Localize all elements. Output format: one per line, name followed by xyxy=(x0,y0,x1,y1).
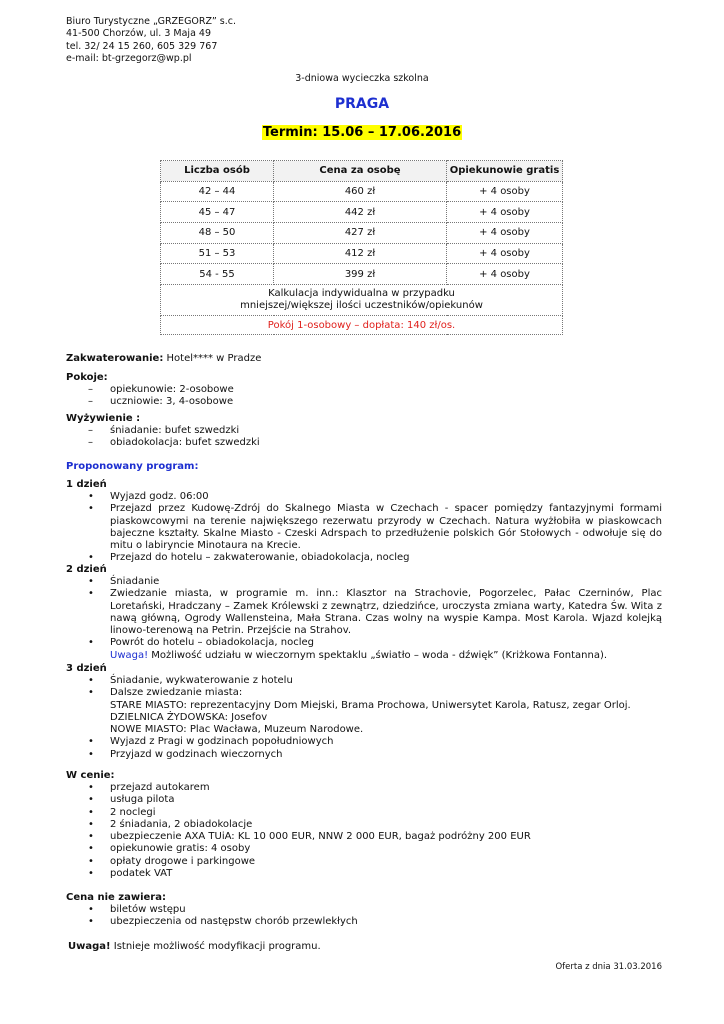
cell-people: 51 – 53 xyxy=(161,243,274,264)
table-row xyxy=(161,223,563,244)
list-item: • Śniadanie xyxy=(88,576,160,587)
list-item: • 2 śniadania, 2 obiadokolacje xyxy=(88,818,253,830)
col-header-guardians: Opiekunowie gratis xyxy=(447,161,563,182)
col-header-price: Cena za osobę xyxy=(274,161,447,182)
cell-people: 54 - 55 xyxy=(161,264,274,285)
list-item: • ubezpieczenie AXA TUiA: KL 10 000 EUR, NNW 2 000 EUR, bagaż podróżny 200 EUR xyxy=(88,831,531,843)
rooms-label: Pokoje: xyxy=(66,372,108,383)
list-item-text: uczniowie: 3, 4-osobowe xyxy=(110,396,234,408)
list-item-text: Dalsze zwiedzanie miasta: xyxy=(110,687,243,699)
list-item: • Przejazd do hotelu – zakwaterowanie, obiadokolacja, nocleg xyxy=(88,552,410,564)
cell-price: 427 zł xyxy=(274,223,447,244)
note-line-1: Kalkulacja indywidualna w przypadku xyxy=(268,288,455,300)
program-title: Proponowany program: xyxy=(66,461,199,472)
list-item-text: przejazd autokarem xyxy=(110,782,210,793)
list-item-text: opiekunowie: 2-osobowe xyxy=(110,384,234,395)
single-room-surcharge: Pokój 1-osobowy – dopłata: 140 zł/os. xyxy=(161,316,563,335)
individual-calc-note xyxy=(161,285,563,316)
final-note xyxy=(68,941,321,953)
list-item-text: podatek VAT xyxy=(110,868,173,880)
list-item-text: obiadokolacja: bufet szwedzki xyxy=(110,437,260,449)
list-item: • Zwiedzanie miasta, w programie m. inn.: Klasztor na Strachovie, Pogorzelec, Pałac Czerninów, Plac Loretański, Hradczany – Zamek Królewski z zewnątrz, dziedzińce, uroczysta zmiana warty, Katedra Św. Wita z nawą główną, Ogrody Wallensteina, Mała Strana. Czas wolny na wyspie Kampa. Most Karola. Wjazd kolejką linowo-terenową na Petrin. Przejście na Strahov. xyxy=(88,588,662,637)
meals-label: Wyżywienie : xyxy=(66,413,141,424)
list-item-text: 2 śniadania, 2 obiadokolacje xyxy=(110,818,253,830)
list-item-text: śniadanie: bufet szwedzki xyxy=(110,425,240,436)
day3-label: 3 dzień xyxy=(66,663,107,674)
cell-price: 399 zł xyxy=(274,264,447,285)
table-row xyxy=(161,202,563,223)
list-item: • Wyjazd z Pragi w godzinach popołudniowych xyxy=(88,736,334,748)
list-item-text: Zwiedzanie miasta, w programie m. inn.: Klasztor na Strachovie, Pogorzelec, Pałac Czerninów, Plac Loretański, Hradczany – Zamek Królewski z zewnątrz, dziedzińce, uroczysta zmiana warty, Katedra Św. Wita z nawą główną, Ogrody Wallensteina, Mała Strana. Czas wolny na wyspie Kampa. Most Karola. Wjazd kolejką linowo-terenową na Petrin. Przejście na Strahov. xyxy=(110,588,662,637)
day2-list xyxy=(66,576,662,662)
list-item: • Wyjazd godz. 06:00 xyxy=(88,491,209,502)
list-item: • biletów wstępu xyxy=(88,904,186,915)
list-item-text: 2 noclegi xyxy=(110,806,156,818)
list-item: • opłaty drogowe i parkingowe xyxy=(88,855,256,867)
agency-name: Biuro Turystyczne „GRZEGORZ” s.c. xyxy=(66,16,236,27)
cell-people: 45 – 47 xyxy=(161,202,274,223)
day2-label: 2 dzień xyxy=(66,564,107,575)
list-item-continuation xyxy=(66,700,662,712)
list-item-text: STARE MIASTO: reprezentacyjny Dom Miejski, Brama Prochowa, Uniwersytet Karola, Ratusz, zegar Orloj. xyxy=(110,699,631,711)
agency-address: 41-500 Chorzów, ul. 3 Maja 49 xyxy=(66,28,212,40)
cell-price: 460 zł xyxy=(274,181,447,202)
day3-list xyxy=(66,675,662,761)
col-header-people: Liczba osób xyxy=(161,161,274,182)
trip-title: PRAGA xyxy=(334,96,390,112)
cell-guardians: + 4 osoby xyxy=(447,223,563,244)
accommodation-value: Hotel**** w Pradze xyxy=(166,353,262,364)
list-item-continuation xyxy=(66,712,662,724)
accommodation-label: Zakwaterowanie: xyxy=(66,353,164,364)
list-item: • opiekunowie gratis: 4 osoby xyxy=(88,843,251,855)
trip-subtitle: 3-dniowa wycieczka szkolna xyxy=(295,73,429,84)
list-item: • Powrót do hotelu – obiadokolacja, nocleg xyxy=(88,637,315,649)
list-item-text: ubezpieczenia od następstw chorób przewlekłych xyxy=(110,916,358,928)
list-item: • przejazd autokarem xyxy=(88,782,210,793)
list-item: – opiekunowie: 2-osobowe xyxy=(88,384,234,395)
list-item: • podatek VAT xyxy=(88,868,173,880)
list-item: • Przyjazd w godzinach wieczornych xyxy=(88,748,283,760)
list-item-text: Śniadanie, wykwaterowanie z hotelu xyxy=(110,675,293,686)
day1-list xyxy=(66,491,662,565)
list-item: • Przejazd przez Kudowę-Zdrój do Skalnego Miasta w Czechach - spacer pomiędzy fantazyjnymi formami piaskowcowymi na terenie największego rezerwatu przyrody w Czechach. Natura wyżłobiła w piaskowcach bajeczne kształty. Skalne Miasto - Czeski Adrspach to przedłużenie polskich Gór Stołowych - odwołuje się do mitu o labiryncie Minotaura na Krecie. xyxy=(88,503,662,552)
list-item-text: DZIELNICA ŻYDOWSKA: Josefov xyxy=(110,711,268,723)
list-item-text: Śniadanie xyxy=(110,576,160,587)
list-item: – obiadokolacja: bufet szwedzki xyxy=(88,437,260,449)
cell-guardians: + 4 osoby xyxy=(447,202,563,223)
list-item: • ubezpieczenia od następstw chorób przewlekłych xyxy=(88,916,358,928)
trip-dates xyxy=(0,125,724,140)
table-row xyxy=(161,264,563,285)
list-item: • 2 noclegi xyxy=(88,806,156,818)
excluded-list xyxy=(66,904,662,929)
list-item: – uczniowie: 3, 4-osobowe xyxy=(88,396,234,408)
list-item-text: ubezpieczenie AXA TUiA: KL 10 000 EUR, NNW 2 000 EUR, bagaż podróżny 200 EUR xyxy=(110,831,531,843)
table-note-row xyxy=(161,285,563,316)
list-item-text: Powrót do hotelu – obiadokolacja, nocleg xyxy=(110,637,315,649)
list-item-text: Wyjazd godz. 06:00 xyxy=(110,491,209,502)
offer-date: Oferta z dnia 31.03.2016 xyxy=(555,962,662,972)
included-list xyxy=(66,782,662,880)
list-item-text: Przejazd przez Kudowę-Zdrój do Skalnego Miasta w Czechach - spacer pomiędzy fantazyjnymi formami piaskowcowymi na terenie największego rezerwatu przyrody w Czechach. Natura wyżłobiła w piaskowcach bajeczne kształty. Skalne Miasto - Czeski Adrspach to przedłużenie polskich Gór Stołowych - odwołuje się do mitu o labiryncie Minotaura na Krecie. xyxy=(110,503,662,552)
list-item: • Śniadanie, wykwaterowanie z hotelu xyxy=(88,675,293,686)
list-item-text: usługa pilota xyxy=(110,794,175,806)
table-single-room-row xyxy=(161,316,563,335)
cell-people: 48 – 50 xyxy=(161,223,274,244)
day2-note-text: Możliwość udziału w wieczornym spektaklu „światło – woda - dźwięk” (Kriżkowa Fontanna). xyxy=(148,649,608,661)
meals-list xyxy=(66,425,656,450)
list-item-text: opłaty drogowe i parkingowe xyxy=(110,855,256,867)
list-item-text: biletów wstępu xyxy=(110,904,186,915)
excluded-label: Cena nie zawiera: xyxy=(66,892,166,903)
price-table-header xyxy=(161,161,563,182)
cell-guardians: + 4 osoby xyxy=(447,243,563,264)
day2-note xyxy=(66,650,662,662)
cell-people: 42 – 44 xyxy=(161,181,274,202)
final-note-label: Uwaga! xyxy=(68,941,111,952)
agency-header xyxy=(66,16,236,65)
rooms-list xyxy=(66,384,656,409)
list-item-text: NOWE MIASTO: Plac Wacława, Muzeum Narodowe. xyxy=(110,724,364,736)
list-item-text: Przejazd do hotelu – zakwaterowanie, obiadokolacja, nocleg xyxy=(110,552,410,564)
cell-price: 442 zł xyxy=(274,202,447,223)
list-item-text: opiekunowie gratis: 4 osoby xyxy=(110,843,251,855)
day1-label: 1 dzień xyxy=(66,479,107,490)
list-item-continuation xyxy=(66,724,662,736)
day2-note-label: Uwaga! xyxy=(110,649,149,661)
note-line-2: mniejszej/większej ilości uczestników/opiekunów xyxy=(240,300,483,312)
included-label: W cenie: xyxy=(66,770,115,781)
cell-guardians: + 4 osoby xyxy=(447,181,563,202)
list-item: – śniadanie: bufet szwedzki xyxy=(88,425,240,436)
cell-guardians: + 4 osoby xyxy=(447,264,563,285)
table-row xyxy=(161,243,563,264)
table-row xyxy=(161,181,563,202)
agency-email: e-mail: bt-grzegorz@wp.pl xyxy=(66,52,192,64)
list-item-text: Wyjazd z Pragi w godzinach popołudniowych xyxy=(110,736,334,748)
list-item-text: Przyjazd w godzinach wieczornych xyxy=(110,748,283,760)
list-item: • usługa pilota xyxy=(88,794,175,806)
cell-price: 412 zł xyxy=(274,243,447,264)
price-table xyxy=(160,160,563,335)
accommodation-line xyxy=(66,353,261,365)
trip-dates-text: Termin: 15.06 – 17.06.2016 xyxy=(262,125,462,140)
final-note-text: Istnieje możliwość modyfikacji programu. xyxy=(110,941,321,952)
list-item: • Dalsze zwiedzanie miasta: xyxy=(88,687,243,699)
agency-phone: tel. 32/ 24 15 260, 605 329 767 xyxy=(66,40,218,52)
